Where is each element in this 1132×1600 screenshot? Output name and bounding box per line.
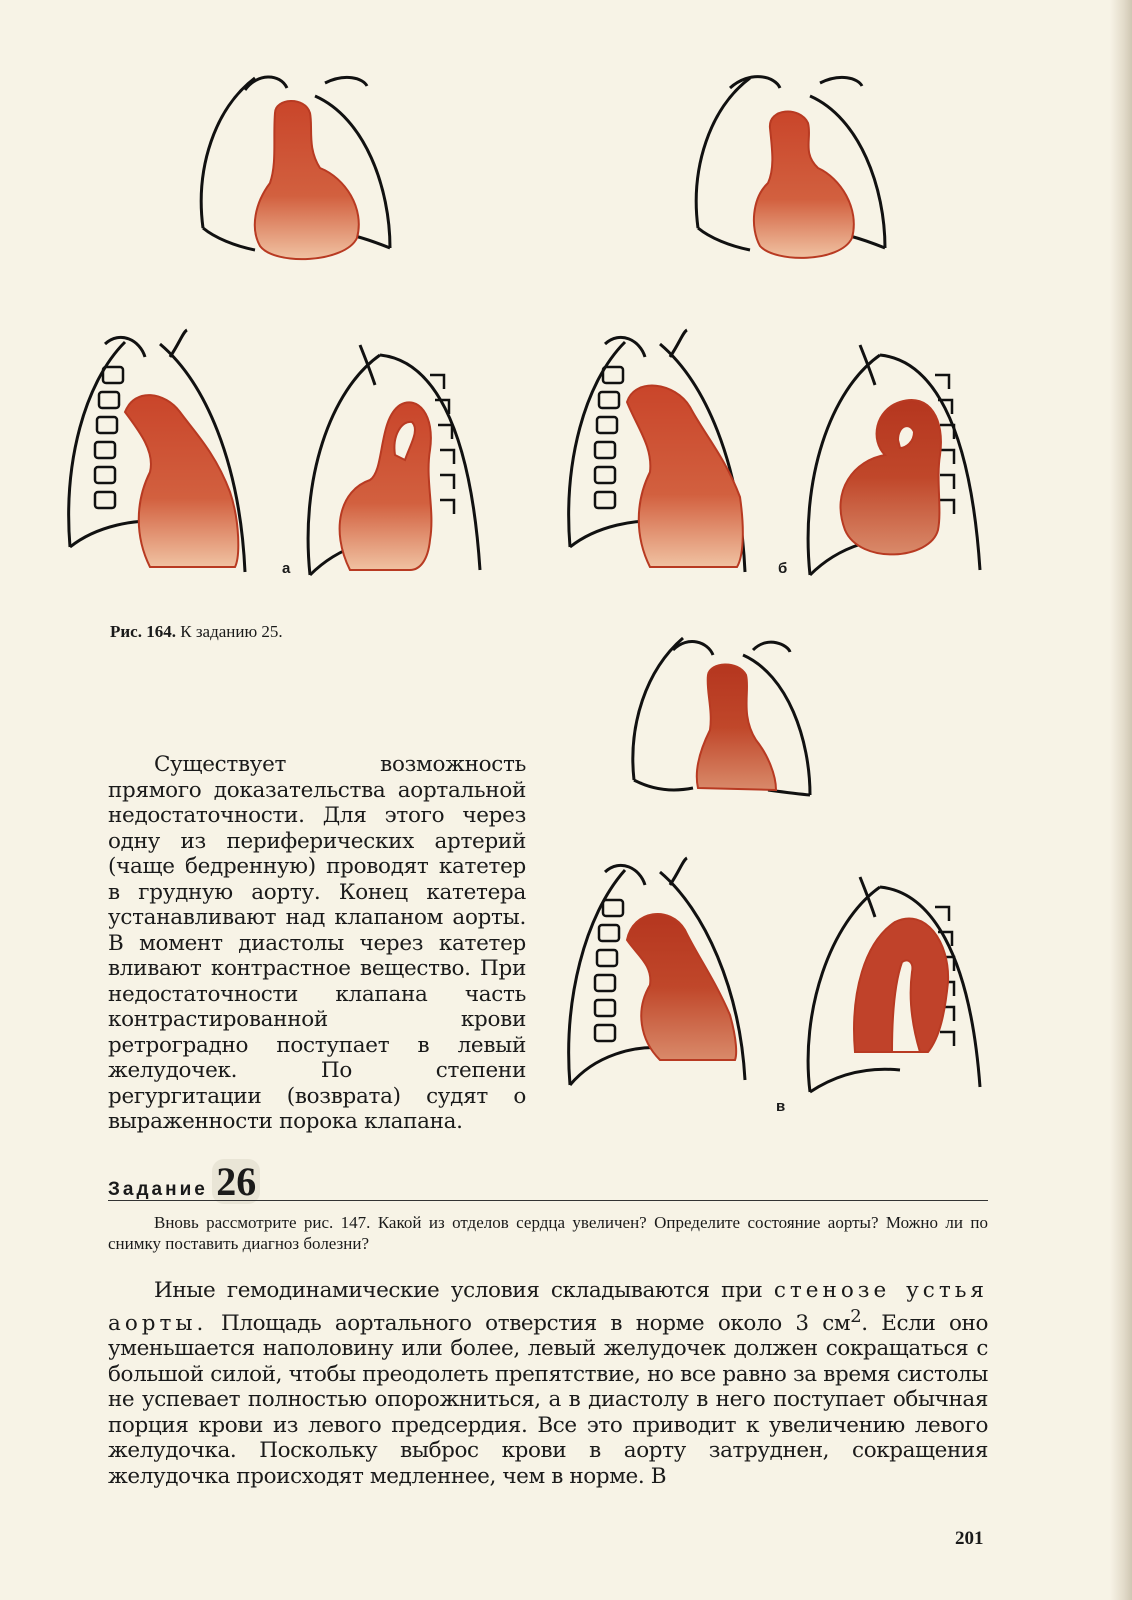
page-number: 201 [955,1528,984,1549]
figure-a-frontal [195,68,395,268]
main-text-part2: Площадь аортального отверстия в норме около 3 см [220,1310,851,1336]
main-text-part3: . Если оно уменьшается наполовину или более, левый желудочек должен сокращаться с большой силой, чтобы преодолеть препятствие, но все равно за время систолы не успевает полностью опорожниться, а в диастолу в него поступает обычная порция крови из левого предсердия. Все это приводит к увеличению левого желудочка. Поскольку выброс крови в аорту затруднен, сокращения желудочка происходят медленнее, чем в норме. В [108,1310,989,1489]
task-heading [108,1158,260,1205]
task-number: 26 [212,1159,260,1204]
caption-text: К заданию 25. [180,622,283,641]
main-text-part1: Иные гемодинамические условия складываются при [154,1278,763,1303]
figure-v-lateral-right [800,862,1000,1102]
task-label: Задание [108,1179,208,1200]
heart-shadow [255,101,359,259]
page-edge-shadow [1110,0,1132,1600]
figure-v-frontal [628,630,813,805]
spine-vertebrae [95,367,123,508]
figure-caption [110,622,283,642]
task-divider [108,1200,988,1201]
figure-a-lateral-right [300,330,500,580]
caption-number: Рис. 164. [110,622,176,641]
panel-label-b: б [778,560,788,577]
main-text-superscript: 2 [850,1305,862,1327]
task-text: Вновь рассмотрите рис. 147. Какой из отделов сердца увеличен? Определите состояние аорты? Можно ли по снимку поставить диагноз болезни? [108,1213,988,1253]
figure-v-lateral-left [565,850,765,1095]
main-text-emphasis: стенозе устья аорты. [108,1278,988,1336]
figure-b-lateral-right [800,330,1000,580]
left-lung-outline [201,78,255,228]
main-paragraph [108,1278,988,1489]
panel-label-v: в [776,1098,786,1115]
figure-a-lateral-left [65,322,265,577]
panel-label-a: а [282,560,291,577]
figure-b-lateral-left [565,322,765,577]
figure-b-frontal [690,68,890,268]
sidebar-paragraph: Существует возможность прямого доказательства аортальной недостаточности. Для этого через одну из периферических артерий (чаще бедренную) проводят катетер в грудную аорту. Конец катетера устанавливают над клапаном аорты. В момент диастолы через катетер вливают контрастное вещество. При недостаточности клапана часть контрастированной крови ретроградно поступает в левый желудочек. По степени регургитации (возврата) судят о выраженности порока клапана. [108,752,526,1134]
